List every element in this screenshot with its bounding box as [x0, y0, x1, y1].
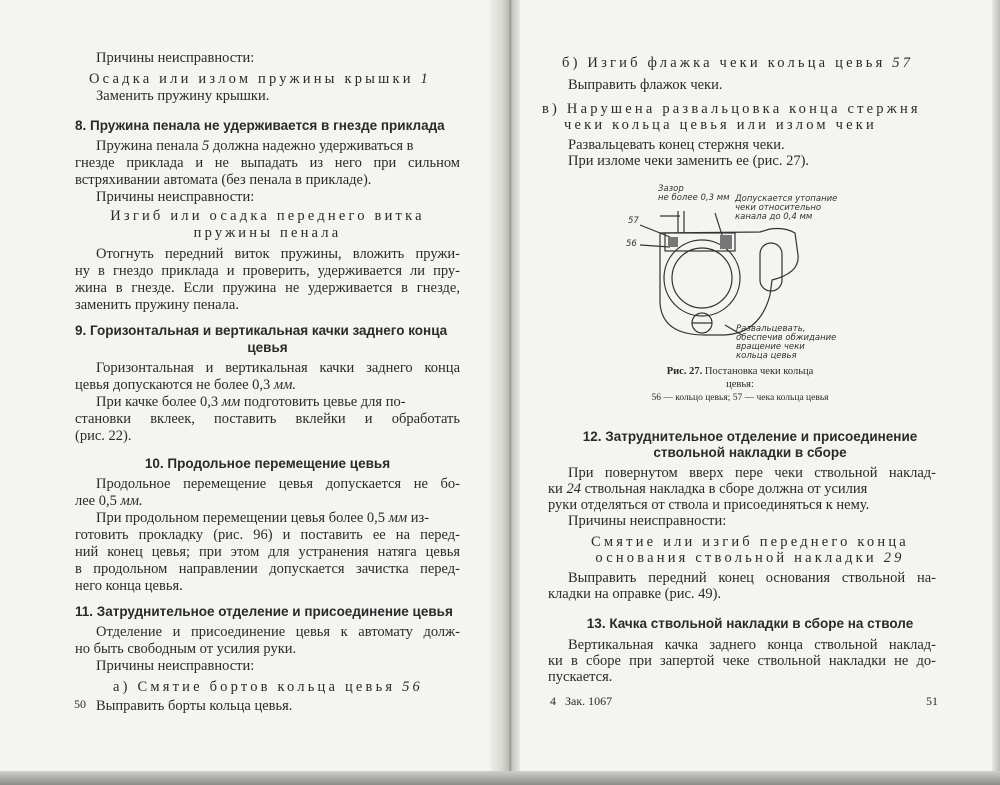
paragraph-line: (рис. 22). [75, 428, 132, 444]
paragraph-line: Выправить передний конец основания ствольной на- [568, 570, 936, 586]
paragraph-line: заменить пружину пенала. [75, 297, 239, 313]
paragraph-line: Пружина пенала 5 должна надежно удерживаться в [96, 138, 414, 154]
paragraph-line: в продольном направлении допускается зачистка перед- [75, 561, 460, 577]
section-12-title: 12. Затруднительное отделение и присоединение [582, 429, 918, 444]
cause-text: основания ствольной накладки 29 [595, 550, 905, 566]
fix-text: Выправить флажок чеки. [568, 77, 723, 93]
section-10-title: 10. Продольное перемещение цевья [144, 456, 391, 471]
paragraph-line: При качке более 0,3 мм подготовить цевье для по- [96, 394, 406, 410]
paragraph-line: цевья допускаются не более 0,3 мм. [75, 377, 297, 393]
figure-label-sink: Допускается утопание чеки относительно канала до 0,4 мм [735, 194, 838, 222]
paragraph-line: ну в гнездо приклада и проверить, удерживается ли пру- [75, 263, 460, 279]
paragraph-line: При повернутом вверх пере чеки ствольной наклад- [568, 465, 936, 481]
paragraph-line: становки вклеек, поставить вклейки и обработать [75, 411, 460, 427]
paragraph-line: Горизонтальная и вертикальная качки заднего конца [96, 360, 460, 376]
section-13-title: 13. Качка ствольной накладки в сборе на стволе [586, 616, 914, 631]
causes-label: Причины неисправности: [568, 513, 727, 529]
causes-label: Причины неисправности: [96, 658, 255, 674]
cause-text: а) Смятие бортов кольца цевья 56 [113, 679, 424, 695]
page-number: 51 [926, 694, 938, 708]
causes-label: Причины неисправности: [96, 50, 255, 66]
cause-text: пружины пенала [193, 225, 342, 241]
figure-label-flare: Развальцевать, обеспечив обжидание вращение чеки кольца цевья [736, 324, 837, 361]
figure-legend: 56 — кольцо цевья; 57 — чека кольца цевья [651, 393, 829, 403]
figure-label-56: 56 [626, 239, 637, 249]
cause-text: Смятие или изгиб переднего конца [591, 534, 909, 550]
paragraph-line: Отогнуть передний виток пружины, вложить пружи- [96, 246, 460, 262]
paragraph-line: При продольном перемещении цевья более 0,5 мм из- [96, 510, 430, 526]
cause-text: в) Нарушена развальцовка конца стержня [542, 101, 921, 117]
paragraph-line: встряхивании автомата (без пенала в прикладе). [75, 172, 372, 188]
page-edge-bottom [0, 771, 1000, 785]
paragraph-line: ний конец цевья; при этом для устранения натяга цевья [75, 544, 460, 560]
paragraph-line: но быть свободным от усилия руки. [75, 641, 297, 657]
cause-text: Осадка или излом пружины крышки 1 [89, 71, 431, 87]
page-number: 50 [74, 697, 86, 711]
causes-label: Причины неисправности: [96, 189, 255, 205]
paragraph-line: гнезде приклада и не выпадать из него при сильном [75, 155, 460, 171]
paragraph-line: жина в гнезде. Если пружина не удерживается в гнезде, [75, 280, 460, 296]
paragraph-line: пускается. [548, 669, 613, 685]
paragraph-line: него конца цевья. [75, 578, 183, 594]
ring-inner-circle [672, 248, 732, 308]
paragraph-line: ки 24 ствольная накладка в сборе должна от усилия [548, 481, 868, 497]
section-12-title-cont: ствольной накладки в сборе [653, 445, 847, 460]
page-edge [992, 0, 1000, 785]
section-11-title: 11. Затруднительное отделение и присоединение цевья [75, 604, 453, 619]
right-page [520, 0, 1000, 772]
cause-text: Изгиб или осадка переднего витка [110, 208, 425, 224]
cause-text: б) Изгиб флажка чеки кольца цевья 57 [562, 55, 914, 71]
section-9-title: 9. Горизонтальная и вертикальная качки заднего конца [75, 323, 448, 338]
cause-text: чеки кольца цевья или излом чеки [564, 117, 877, 133]
figure-caption: Рис. 27. Постановка чеки кольца цевья: [666, 366, 814, 390]
fix-text: Заменить пружину крышки. [96, 88, 270, 104]
paragraph-line: кладки на оправке (рис. 49). [548, 586, 722, 602]
fix-text: Развальцевать конец стержня чеки. [568, 137, 785, 153]
left-page [0, 0, 500, 772]
paragraph-line: лее 0,5 мм. [75, 493, 143, 509]
paragraph-line: готовить прокладку (рис. 96) и поставить ее на перед- [75, 527, 460, 543]
paragraph-line: ки в сборе при запертой чеке ствольной накладки не до- [548, 653, 936, 669]
paragraph-line: Отделение и присоединение цевья к автомату долж- [96, 624, 460, 640]
section-9-title-cont: цевья [247, 340, 288, 355]
figure-27 [620, 185, 850, 360]
footer-sheet-mark: 4 Зак. 1067 [550, 694, 613, 708]
paragraph-line: Вертикальная качка заднего конца ствольной наклад- [568, 637, 936, 653]
figure-label-57: 57 [628, 216, 639, 226]
fix-text: При изломе чеки заменить ее (рис. 27). [568, 153, 810, 169]
fix-text: Выправить борты кольца цевья. [96, 698, 293, 714]
paragraph-line: руки отделяться от ствола и присоединяться к нему. [548, 497, 870, 513]
paragraph-line: Продольное перемещение цевья допускается не бо- [96, 476, 460, 492]
section-8-title: 8. Пружина пенала не удерживается в гнезде приклада [75, 118, 445, 133]
figure-label-gap: Зазор не более 0,3 мм [658, 184, 730, 203]
